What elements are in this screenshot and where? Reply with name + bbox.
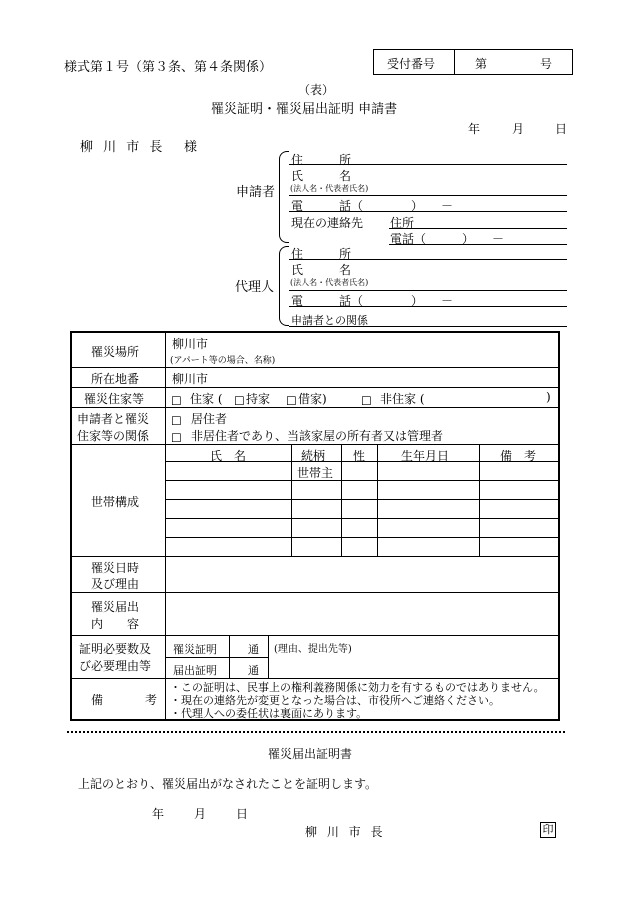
agent-name-label: 氏 名 [291,263,352,277]
addressee-name: 柳 川 市 長 [80,140,166,155]
household-col-sex: 性 [353,449,366,463]
housing-non-dwelling-label: 非住家 ( [380,392,425,406]
housing-dwelling-label: 住家 ( [190,392,223,406]
form-number: 様式第１号（第３条、第４条関係） [64,60,273,75]
page-title: 罹災証明・罹災届出証明 申請書 [211,102,398,117]
household-col-birthdate: 生年月日 [401,449,450,463]
household-row-divider [166,518,559,519]
row-divider [71,444,559,445]
agent-phone: 電 話（ ） － [291,294,454,308]
applicant-label: 申請者 [236,185,276,200]
checkbox-icon: ☐ [286,394,297,408]
housing-owned-label: 持家 [246,392,271,406]
household-head-label: 世帯主 [297,466,334,480]
housing-checkbox-dwelling[interactable] [171,390,182,409]
receipt-suffix: 号 [540,57,553,71]
cert-row-divider [166,657,268,658]
agent-address-label: 住 所 [291,247,352,261]
relation-checkbox-owner[interactable] [171,427,182,446]
row-divider [71,367,559,368]
checkbox-icon: ☐ [361,394,372,408]
seal-mark: 印 [540,822,556,838]
field-line [289,326,567,327]
field-line [289,290,567,291]
datetime-label-line2: 及び理由 [91,577,140,591]
divider [454,49,455,75]
datetime-label-line1: 罹災日時 [91,561,140,575]
field-line [289,195,567,196]
cert-report-copies: 通 [248,664,259,677]
receipt-prefix: 第 [475,57,488,71]
relation-resident-label: 居住者 [191,412,228,426]
household-col-remarks: 備 考 [500,449,537,463]
checkbox-icon: ☐ [171,394,182,408]
certificate-issuer: 柳 川 市 長 [305,825,386,839]
field-line [289,164,567,165]
cert-col-divider [268,636,269,678]
applicant-name-note: (法人名・代表者氏名) [290,184,369,193]
applicant-contact-label: 現在の連絡先 [291,216,364,230]
agent-brace [279,246,289,326]
report-label-line2: 内 容 [91,617,140,631]
relation-label-line1: 申請者と罹災 [77,412,150,426]
row-divider [71,407,559,408]
certificate-month: 月 [194,807,207,821]
housing-label: 罹災住家等 [84,392,145,406]
report-label-line1: 罹災届出 [91,600,140,614]
housing-checkbox-owned[interactable] [234,390,245,409]
table-label-column [165,332,166,720]
household-col-divider [479,445,480,556]
applicant-name-label: 氏 名 [291,169,352,183]
certificate-title: 罹災届出証明書 [268,747,353,761]
remark-1: ・この証明は、民事上の権利義務関係に効力を有するものではありません。 [170,681,545,694]
agent-relation-label: 申請者との関係 [291,314,368,327]
certificate-day: 日 [236,807,249,821]
checkbox-icon: ☐ [171,431,182,445]
housing-checkbox-non-dwelling[interactable] [361,390,372,409]
field-line [289,259,567,260]
side-label: （表） [298,83,335,97]
cut-line [67,731,565,733]
housing-checkbox-rented[interactable] [286,390,297,409]
housing-rented-label: 借家) [298,392,327,406]
certificate-year: 年 [152,807,165,821]
field-line [389,228,567,229]
place-value: 柳川市 [172,337,209,351]
cert-disaster-copies: 通 [248,643,259,656]
row-divider [71,556,559,557]
date-year: 年 [468,122,481,136]
cert-reason-note: (理由、提出先等) [274,644,352,655]
applicant-address-label: 住 所 [291,153,352,167]
cert-disaster-label: 罹災証明 [173,643,217,656]
certificate-text: 上記のとおり、罹災届出がなされたことを証明します。 [78,777,378,791]
addressee-honorific: 様 [184,140,198,155]
checkbox-icon: ☐ [234,394,245,408]
household-label: 世帯構成 [91,495,140,509]
requirement-label-line2: び必要理由等 [79,659,152,673]
applicant-phone: 電 話（ ） － [291,199,454,213]
applicant-contact-phone: 電話（ ） － [390,232,505,246]
row-divider [71,592,559,593]
requirement-label-line1: 証明必要数及 [79,642,152,656]
row-divider [71,635,559,636]
relation-owner-label: 非居住者であり、当該家屋の所有者又は管理者 [191,429,444,443]
date-day: 日 [555,122,568,136]
cert-report-label: 届出証明 [173,664,217,677]
date-month: 月 [512,122,525,136]
household-col-divider [377,445,378,556]
place-label: 罹災場所 [91,345,140,359]
checkbox-icon: ☐ [171,414,182,428]
applicant-contact-address: 住所 [390,216,415,230]
field-line [289,306,567,307]
remarks-label: 備 考 [91,693,164,707]
agent-name-note: (法人名・代表者氏名) [290,278,369,287]
receipt-label: 受付番号 [387,57,436,71]
household-col-relation: 続柄 [301,449,326,463]
relation-label-line2: 住家等の関係 [77,429,150,443]
remark-3: ・代理人への委任状は裏面にあります。 [170,707,368,720]
lot-label: 所在地番 [91,372,140,386]
household-row-divider [166,480,559,481]
household-col-divider [291,445,292,556]
place-note: (アパート等の場合、名称) [170,356,276,366]
household-col-divider [341,445,342,556]
field-line [289,211,567,212]
lot-value: 柳川市 [172,372,209,386]
household-row-divider [166,537,559,538]
agent-label: 代理人 [235,280,275,295]
household-row-divider [166,499,559,500]
household-col-name: 氏 名 [210,449,247,463]
field-line [389,244,567,245]
housing-close-paren: ) [546,390,551,404]
applicant-brace [279,151,289,243]
row-divider [71,387,559,388]
remark-2: ・現在の連絡先が変更となった場合は、市役所へご連絡ください。 [170,694,500,707]
